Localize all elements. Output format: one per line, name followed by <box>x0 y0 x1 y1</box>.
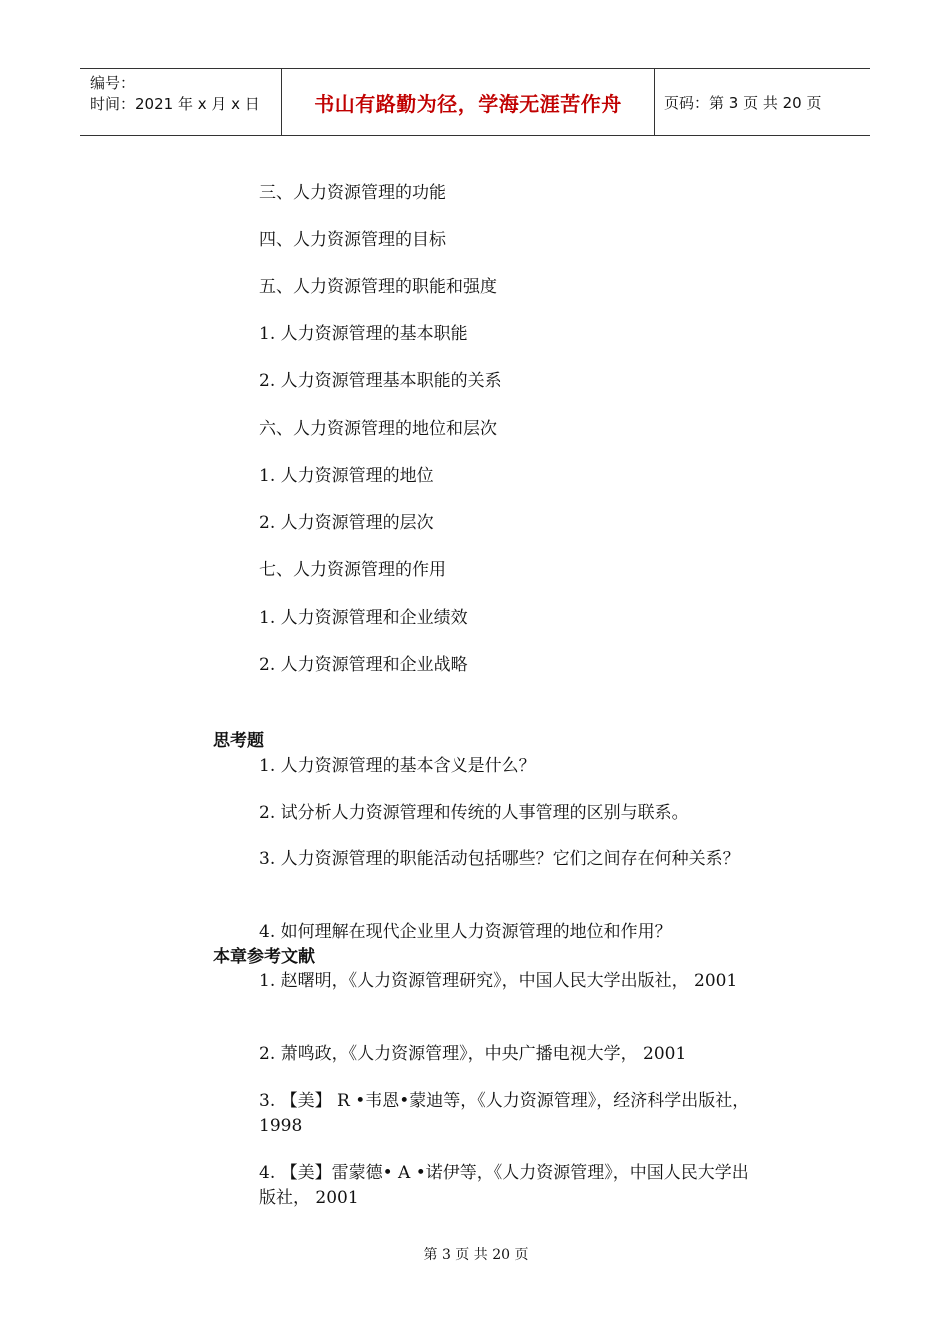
questions-heading: 思考题 <box>213 731 264 751</box>
outline-item: 1. 人力资源管理的地位 <box>259 466 434 486</box>
header-page-info: 页码：第 3 页 共 20 页 <box>664 93 822 112</box>
outline-item: 2. 人力资源管理的层次 <box>259 513 434 533</box>
outline-item: 五、人力资源管理的职能和强度 <box>259 277 497 297</box>
page-header <box>80 68 870 136</box>
outline-item: 2. 人力资源管理和企业战略 <box>259 655 468 675</box>
date-line: 时间：2021 年 x 月 x 日 <box>90 95 260 113</box>
outline-item: 2. 人力资源管理基本职能的关系 <box>259 371 502 391</box>
question-item: 4. 如何理解在现代企业里人力资源管理的地位和作用？ <box>259 922 672 942</box>
question-item: 2. 试分析人力资源管理和传统的人事管理的区别与联系。 <box>259 803 689 823</box>
outline-item: 七、人力资源管理的作用 <box>259 560 446 580</box>
header-divider <box>654 69 655 135</box>
outline-item: 1. 人力资源管理和企业绩效 <box>259 608 468 628</box>
page-footer: 第 3 页 共 20 页 <box>423 1247 529 1263</box>
header-meta <box>90 73 260 115</box>
header-motto: 书山有路勤为径，学海无涯苦作舟 <box>314 91 622 116</box>
reference-item: 3. 【美】 R •韦恩•蒙迪等，《人力资源管理》，经济科学出版社， 1998 <box>259 1091 750 1136</box>
outline-item: 1. 人力资源管理的基本职能 <box>259 324 468 344</box>
outline-item: 三、人力资源管理的功能 <box>259 183 446 203</box>
reference-item: 2. 萧鸣政，《人力资源管理》，中央广播电视大学， 2001 <box>259 1044 687 1064</box>
outline-item: 六、人力资源管理的地位和层次 <box>259 419 497 439</box>
question-item: 1. 人力资源管理的基本含义是什么？ <box>259 756 536 776</box>
question-item: 3. 人力资源管理的职能活动包括哪些？它们之间存在何种关系？ <box>259 849 740 869</box>
references-heading: 本章参考文献 <box>213 947 315 967</box>
reference-item: 1. 赵曙明，《人力资源管理研究》，中国人民大学出版社， 2001 <box>259 971 738 991</box>
outline-item: 四、人力资源管理的目标 <box>259 230 446 250</box>
reference-item: 4. 【美】雷蒙德• A •诺伊等，《人力资源管理》，中国人民大学出版社， 2001 <box>259 1163 749 1208</box>
serial-number-label: 编号： <box>90 74 136 92</box>
